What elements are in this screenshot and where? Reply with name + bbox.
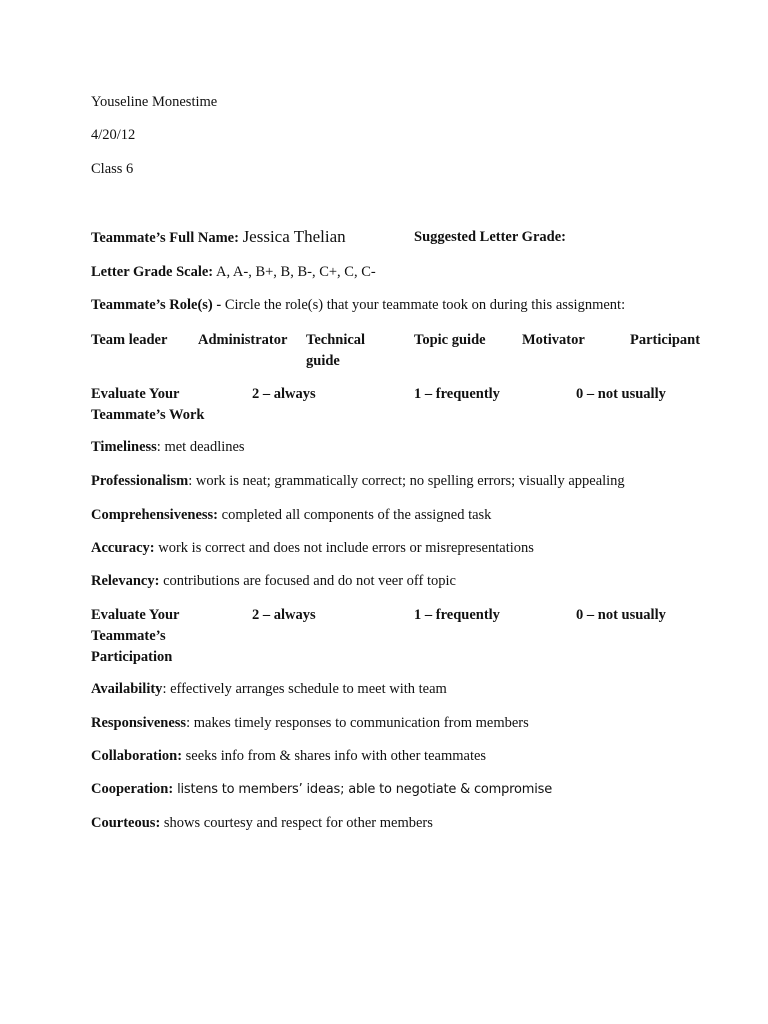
suggested-grade-label: Suggested Letter Grade: — [414, 229, 566, 245]
date: 4/20/12 — [91, 127, 136, 143]
work-scale-frequently: 1 – frequently — [414, 386, 500, 402]
grade-scale-label: Letter Grade Scale: — [91, 264, 214, 280]
role-technical-guide[interactable]: Technical guide — [306, 332, 366, 369]
roles-line — [91, 296, 625, 314]
participation-section-heading: Evaluate Your Teammate’s Participation — [91, 607, 180, 665]
teammate-name-value: Jessica Thelian — [242, 227, 346, 246]
participation-criterion-cooperation: Cooperation: listens to members’ ideas; able to negotiate & compromise — [91, 781, 553, 797]
work-criterion-professionalism: Professionalism: work is neat; grammatically correct; no spelling errors; visually appealing — [91, 473, 625, 489]
participation-criterion-collaboration: Collaboration: seeks info from & shares info with other teammates — [91, 748, 487, 764]
work-section-heading: Evaluate Your Teammate’s Work — [91, 386, 205, 423]
work-criterion-comprehensiveness: Comprehensiveness: completed all components of the assigned task — [91, 507, 492, 523]
class-label: Class 6 — [91, 161, 134, 177]
participation-criterion-availability: Availability: effectively arranges schedule to meet with team — [91, 681, 447, 697]
role-administrator[interactable]: Administrator — [198, 332, 288, 348]
work-criterion-timeliness: Timeliness: met deadlines — [91, 439, 245, 455]
participation-scale-always: 2 – always — [252, 607, 316, 623]
work-scale-always: 2 – always — [252, 386, 316, 402]
participation-criterion-courteous: Courteous: shows courtesy and respect for other members — [91, 815, 433, 831]
role-team-leader[interactable]: Team leader — [91, 332, 168, 348]
grade-scale-value: A, A-, B+, B, B-, C+, C, C- — [215, 264, 376, 280]
roles-label: Teammate’s Role(s) - — [91, 297, 222, 313]
participation-scale-frequently: 1 – frequently — [414, 607, 500, 623]
grade-scale-line — [91, 263, 376, 281]
role-topic-guide[interactable]: Topic guide — [414, 332, 486, 348]
teammate-name-label: Teammate’s Full Name: — [91, 230, 239, 246]
work-criterion-relevancy: Relevancy: contributions are focused and do not veer off topic — [91, 573, 456, 589]
work-criterion-accuracy: Accuracy: work is correct and does not include errors or misrepresentations — [91, 540, 534, 556]
student-name: Youseline Monestime — [91, 94, 218, 110]
role-participant[interactable]: Participant — [630, 332, 701, 348]
participation-criterion-responsiveness: Responsiveness: makes timely responses to communication from members — [91, 715, 529, 731]
teammate-name-line — [91, 228, 346, 247]
roles-instruction: Circle the role(s) that your teammate took on during this assignment: — [224, 297, 626, 313]
participation-scale-not-usually: 0 – not usually — [576, 607, 666, 623]
role-motivator[interactable]: Motivator — [522, 332, 585, 348]
work-scale-not-usually: 0 – not usually — [576, 386, 666, 402]
